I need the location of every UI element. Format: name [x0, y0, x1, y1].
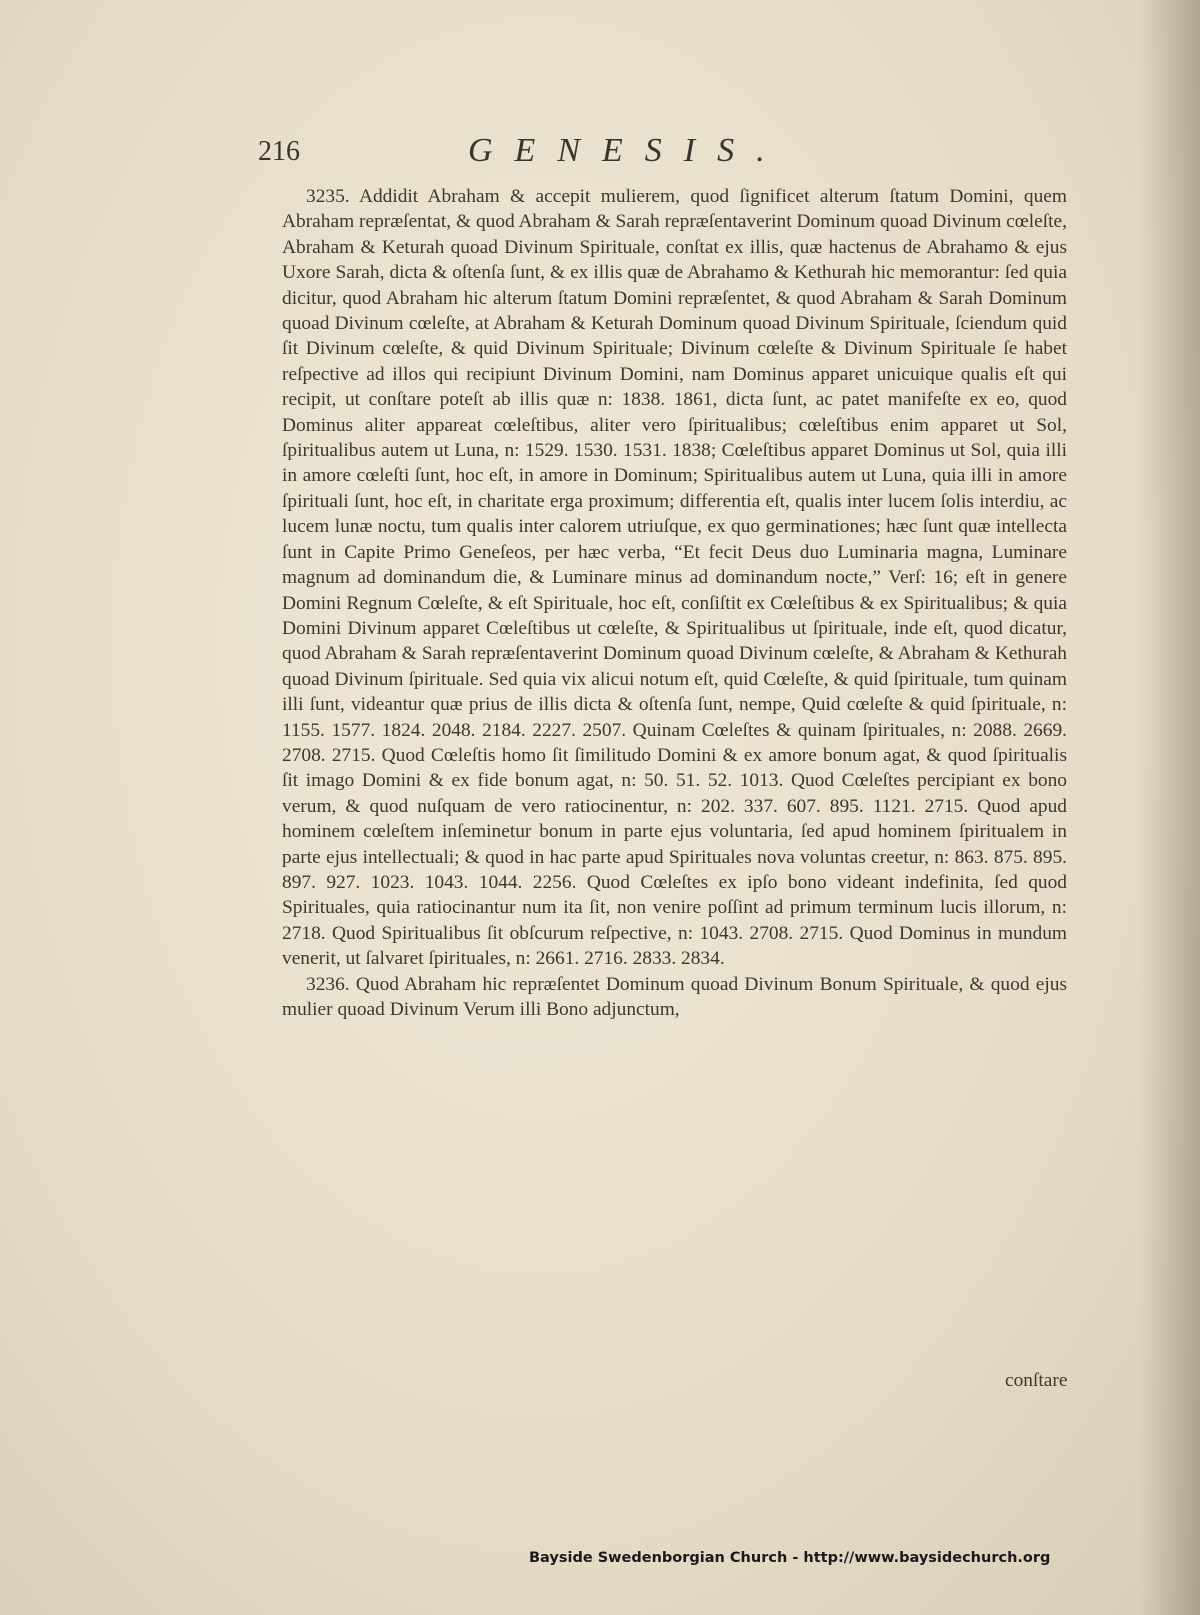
running-title: GENESIS.: [468, 132, 787, 169]
body-text: [282, 184, 1067, 1022]
paragraph-3236: 3236. Quod Abraham hic repræſentet Dominum quoad Divinum Bonum Spirituale, & quod ejus mulier quoad Divinum Verum illi Bono adjunctum,: [282, 973, 1067, 1020]
catchword: conſtare: [1005, 1370, 1068, 1391]
footer-credit: Bayside Swedenborgian Church - http://www.baysidechurch.org: [529, 1550, 1051, 1566]
page-header: [258, 132, 898, 182]
page-number: 216: [258, 136, 300, 167]
paragraph-3235: 3235. Addidit Abraham & accepit mulierem, quod ſignificet alterum ſtatum Domini, quem Abraham repræſentat, & quod Abraham & Sarah repræſentaverint Dominum quoad Divinum cœleſte, Abraham & Keturah quoad Divinum Spirituale, conſtat ex illis, quæ hactenus de Abrahamo & ejus Uxore Sarah, dicta & oſtenſa ſunt, & ex illis quæ de Abrahamo & Kethurah hic memorantur: ſed quia dicitur, quod Abraham hic alterum ſtatum Domini repræſentet, & quod Abraham & Sarah Dominum quoad Divinum cœleſte, at Abraham & Keturah Dominum quoad Divinum Spirituale, ſciendum quid ſit Divinum cœleſte, & quid Divinum Spirituale; Divinum cœleſte & Divinum Spirituale ſe habet reſpective ad illos qui recipiunt Divinum Domini, nam Dominus apparet unicuique qualis eſt qui recipit, ut conſtare poteſt ab illis quæ n: 1838. 1861, dicta ſunt, ac patet manifeſte ex eo, quod Dominus aliter appareat cœleſtibus, aliter vero ſpiritualibus; cœleſtibus enim apparet ut Sol, ſpiritualibus autem ut Luna, n: 1529. 1530. 1531. 1838; Cœleſtibus apparet Dominus ut Sol, quia illi in amore cœleſti ſunt, hoc eſt, in amore in Dominum; Spiritualibus autem ut Luna, quia illi in amore ſpirituali ſunt, hoc eſt, in charitate erga proximum; differentia eſt, qualis inter lucem ſolis interdiu, ac lucem lunæ noctu, tum qualis inter calorem utriuſque, ex quo germinationes; hæc ſunt quæ intellecta ſunt in Capite Primo Geneſeos, per hæc verba, “Et fecit Deus duo Luminaria magna, Luminare magnum ad dominandum die, & Luminare minus ad dominandum nocte,” Verſ: 16; eſt in genere Domini Regnum Cœleſte, & eſt Spirituale, hoc eſt, conſiſtit ex Cœleſtibus & ex Spiritualibus; & quia Domini Divinum apparet Cœleſtibus ut cœleſte, & Spiritualibus ut ſpirituale, inde eſt, quod dicatur, quod Abraham & Sarah repræſentaverint Dominum quoad Divinum cœleſte, & Abraham & Kethurah quoad Divinum ſpirituale. Sed quia vix alicui notum eſt, quid Cœleſte, & quid ſpirituale, tum quinam illi ſunt, videantur quæ prius de illis dicta & oſtenſa ſunt, nempe, Quid cœleſte & quid ſpirituale, n: 1155. 1577. 1824. 2048. 2184. 2227. 2507. Quinam Cœleſtes & quinam ſpirituales, n: 2088. 2669. 2708. 2715. Quod Cœleſtis homo ſit ſimilitudo Domini & ex amore bonum agat, & quod ſpiritualis ſit imago Domini & ex fide bonum agat, n: 50. 51. 52. 1013. Quod Cœleſtes percipiant ex bono verum, & quod nuſquam de vero ratiocinentur, n: 202. 337. 607. 895. 1121. 2715. Quod apud hominem cœleſtem inſeminetur bonum in parte ejus voluntaria, ſed apud hominem ſpiritualem in parte ejus intellectuali; & quod in hac parte apud Spirituales nova voluntas creetur, n: 863. 875. 895. 897. 927. 1023. 1043. 1044. 2256. Quod Cœleſtes ex ipſo bono videant indefinita, ſed quod Spirituales, quia ratiocinantur num ita ſit, non venire poſſint ad primum terminum lucis illorum, n: 2718. Quod Spiritualibus ſit obſcurum reſpective, n: 1043. 2708. 2715. Quod Dominus in mundum venerit, ut ſalvaret ſpirituales, n: 2661. 2716. 2833. 2834.: [282, 186, 1067, 970]
